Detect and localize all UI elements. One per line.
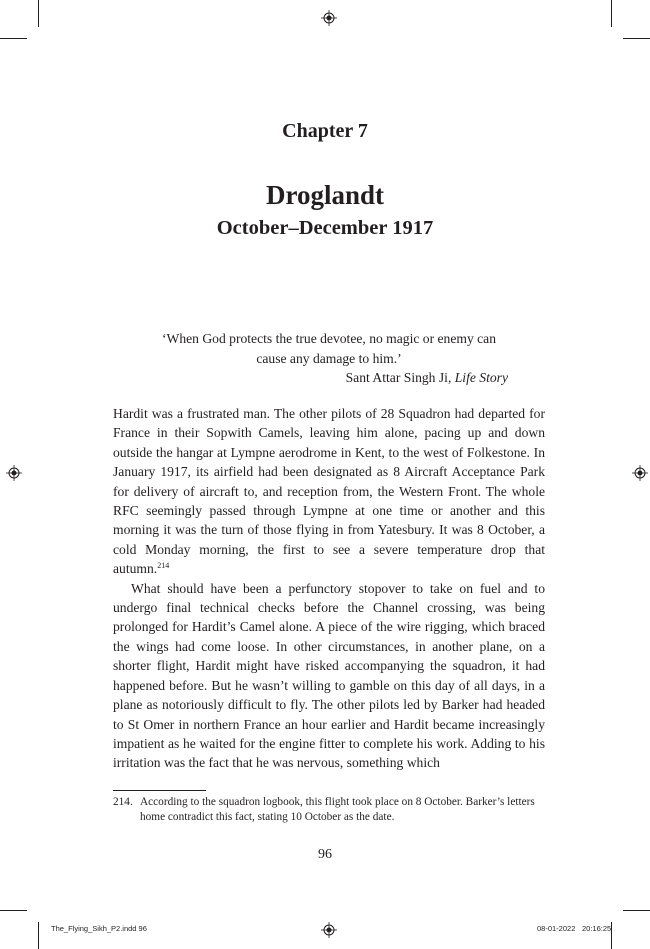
crop-mark bbox=[0, 910, 27, 911]
registration-mark-icon bbox=[6, 465, 22, 481]
chapter-label: Chapter 7 bbox=[282, 120, 368, 142]
crop-mark bbox=[623, 910, 650, 911]
chapter-subtitle: October–December 1917 bbox=[216, 217, 434, 239]
crop-mark bbox=[623, 38, 650, 39]
crop-mark bbox=[0, 38, 27, 39]
footnote-rule bbox=[113, 790, 206, 791]
epigraph-attribution bbox=[113, 368, 545, 388]
epigraph-line: ‘When God protects the true devotee, no magic or enemy can bbox=[161, 331, 497, 346]
footnote-text: According to the squadron logbook, this flight took place on 8 October. Barker’s letters bbox=[140, 796, 535, 808]
crop-mark bbox=[38, 922, 39, 949]
epigraph-source: Life Story bbox=[454, 370, 508, 385]
footnote-number: 214. bbox=[113, 796, 133, 808]
footnote bbox=[113, 795, 545, 826]
crop-mark bbox=[38, 0, 39, 27]
footnote-text: home contradict this fact, stating 10 October as the date. bbox=[140, 811, 395, 824]
paragraph bbox=[113, 404, 545, 579]
page-number: 96 bbox=[318, 847, 332, 862]
footnote-line bbox=[113, 795, 545, 810]
paragraph-text: Hardit was a frustrated man. The other pilots of 28 Squadron had departed for France in their Sopwith Camels, leaving him alone, pacing up and down outside the hangar at Lympne aerodrome in Kent, to the west of Folkestone. In January 1917, its airfield had been designated as 8 Aircraft Acceptance Park for delivery of aircraft to, and reception from, the Western Front. The whole RFC seemingly passed through Lympne at one time or another and this morning it was the turn of those flying in from Yatesbury. It was 8 October, a cold Monday morning, the first to see a severe temperature drop that autumn. bbox=[113, 406, 545, 577]
chapter-title: Droglandt bbox=[265, 180, 385, 210]
registration-mark-icon bbox=[321, 10, 337, 26]
epigraph-author: Sant Attar Singh Ji, bbox=[345, 370, 455, 385]
crop-mark bbox=[611, 0, 612, 27]
epigraph-line: cause any damage to him.’ bbox=[256, 350, 402, 366]
slug-time: 20:16:25 bbox=[582, 924, 612, 933]
body-text bbox=[113, 404, 545, 773]
registration-mark-icon bbox=[321, 922, 337, 938]
registration-mark-icon bbox=[632, 465, 648, 481]
slug-file: The_Flying_Sikh_P2.indd 96 bbox=[51, 924, 147, 933]
slug-date: 08-01-2022 bbox=[537, 924, 576, 933]
epigraph bbox=[113, 329, 545, 388]
paragraph: What should have been a perfunctory stopover to take on fuel and to undergo final technical checks before the Channel crossing, was being prolonged for Hardit’s Camel alone. A piece of the wire rigging, which braced the wings had come loose. In other circumstances, in another plane, on a shorter flight, Hardit might have risked accompanying the squadron, it had happened before. But he wasn’t willing to gamble on this day of all days, in a plane as notoriously difficult to fly. The other pilots led by Barker had headed to St Omer in northern France an hour earlier and Hardit became increasingly impatient as he waited for the engine fitter to complete his work. Adding to his irritation was the fact that he was nervous, something which bbox=[113, 580, 545, 771]
footnote-ref: 214 bbox=[157, 561, 170, 571]
